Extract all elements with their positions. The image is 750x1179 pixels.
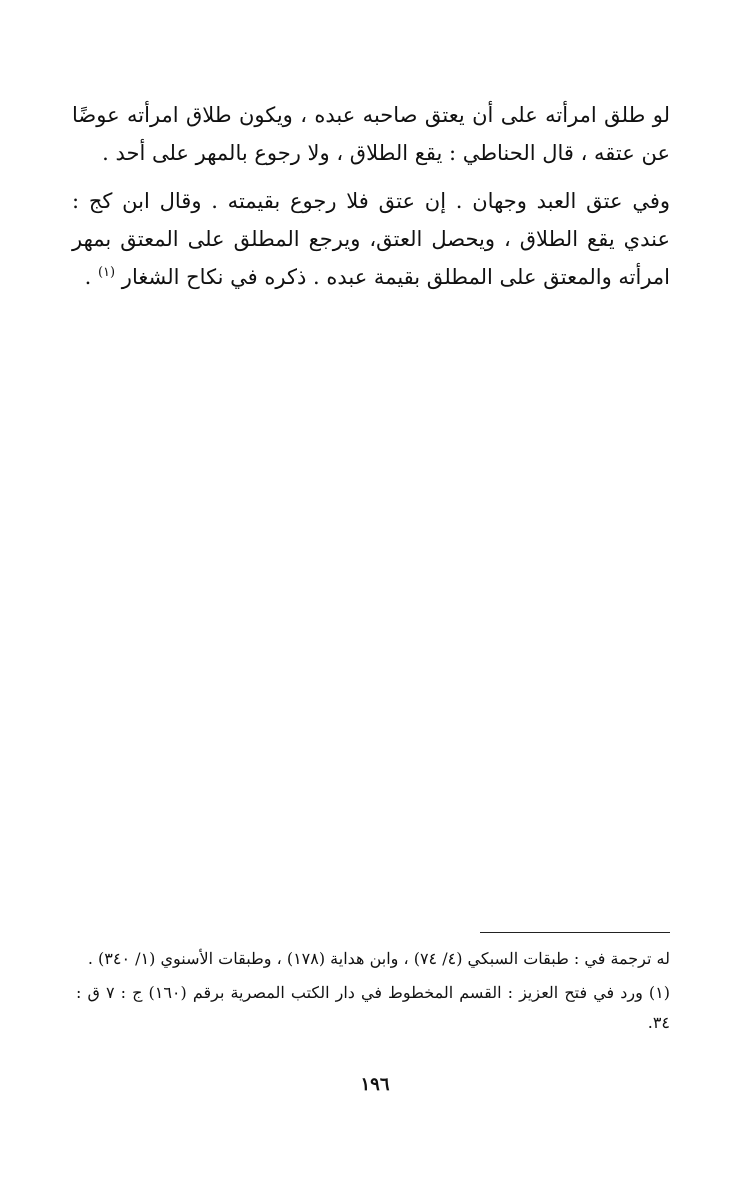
paragraph-text: وفي عتق العبد وجهان . إن عتق فلا رجوع بقيمته . وقال ابن كج : عندي يقع الطلاق ، ويحصل العتق، ويرجع المطلق على المعتق بمهر امرأته والمعتق على المطلق بقيمة عبده . ذكره في نكاح الشغار bbox=[72, 189, 670, 289]
footnote-reference[interactable]: (١) bbox=[97, 265, 116, 280]
footnote bbox=[76, 944, 670, 974]
footnote-divider bbox=[480, 932, 670, 933]
footnote-text: له ترجمة في : طبقات السبكي (٤/ ٧٤) ، وابن هداية (١٧٨) ، وطبقات الأسنوي (١/ ٣٤٠) . bbox=[87, 949, 670, 968]
paragraph bbox=[72, 96, 670, 172]
footnotes-block bbox=[76, 944, 670, 1042]
footnote bbox=[76, 978, 670, 1038]
main-text-block bbox=[72, 96, 670, 304]
footnote-text: (١) ورد في فتح العزيز : القسم المخطوط في دار الكتب المصرية برقم (١٦٠) ج : ٧ ق : ٣٤. bbox=[76, 983, 670, 1032]
page-number: ١٩٦ bbox=[360, 1074, 390, 1095]
paragraph-text: لو طلق امرأته على أن يعتق صاحبه عبده ، ويكون طلاق امرأته عوضًا عن عتقه ، قال الحناطي : يقع الطلاق ، ولا رجوع بالمهر على أحد . bbox=[72, 103, 670, 165]
paragraph bbox=[72, 182, 670, 296]
paragraph-end: . bbox=[84, 265, 98, 289]
